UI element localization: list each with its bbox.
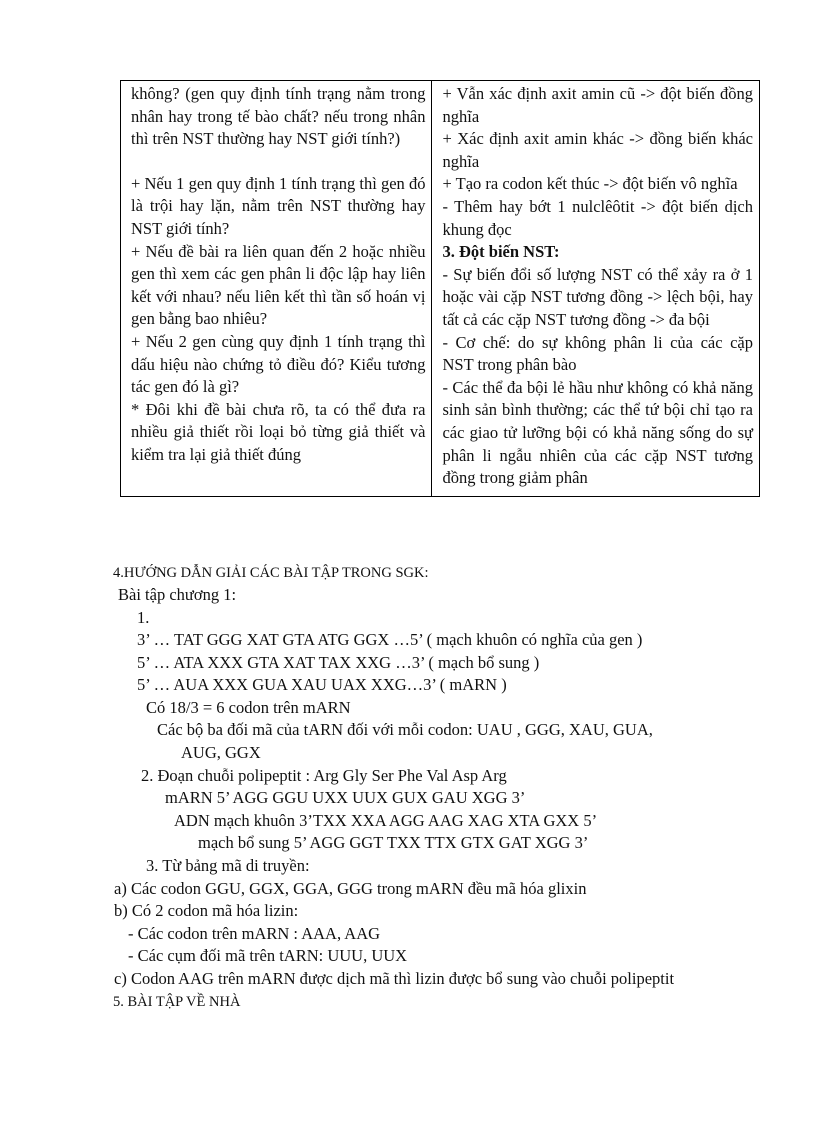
- right-heading: 3. Đột biến NST:: [442, 242, 560, 262]
- answer-line: - Các codon trên mARN : AAA, AAG: [128, 924, 381, 943]
- left-paragraph: * Đôi khi đề bài chưa rõ, ta có thể đưa ra nhiều giả thiết rồi loại bỏ từng giả thiết và kiểm tra lại giả thiết đúng: [131, 399, 426, 464]
- left-paragraph: + Nếu 2 gen cùng quy định 1 tính trạng thì dấu hiệu nào chứng tỏ điều đó? Kiểu tương tác gen đó là gì?: [131, 331, 426, 397]
- polipeptit-line: 2. Đoạn chuỗi polipeptit : Arg Gly Ser Phe Val Asp Arg: [141, 766, 507, 785]
- dna-complement-line: mạch bổ sung 5’ AGG GGT TXX TTX GTX GAT XGG 3’: [198, 833, 589, 852]
- right-paragraph: + Xác định axit amin khác -> đồng biến khác nghĩa: [442, 129, 753, 171]
- chapter-label: Bài tập chương 1:: [118, 585, 237, 604]
- answer-line: AUG, GGX: [181, 743, 261, 762]
- right-cell: [432, 81, 760, 497]
- right-paragraph: - Các thể đa bội lẻ hầu như không có khả năng sinh sản bình thường; các thể tứ bội chỉ tạo ra các giao tử lưỡng bội có khả năng sống do sự phân li ngẫu nhiên của các cặp NST tương đồng trong giảm phân: [442, 377, 753, 488]
- right-paragraph: + Vẫn xác định axit amin cũ -> đột biến đồng nghĩa: [442, 84, 753, 126]
- answer-line: a) Các codon GGU, GGX, GGA, GGG trong mARN đều mã hóa glixin: [114, 879, 587, 898]
- content-table: [120, 80, 760, 497]
- right-paragraph: - Cơ chế: do sự không phân li của các cặp NST trong phân bào: [442, 332, 753, 375]
- left-cell: [121, 81, 432, 497]
- left-paragraph: không? (gen quy định tính trạng nằm trong nhân hay trong tế bào chất? nếu trong nhân thì trên NST thường hay NST giới tính?): [131, 84, 426, 149]
- table-row: [121, 81, 760, 497]
- answer-line: Các bộ ba đối mã của tARN đối với mỗi codon: UAU , GGG, XAU, GUA,: [157, 720, 653, 739]
- right-paragraph: - Sự biến đổi số lượng NST có thể xảy ra ở 1 hoặc vài cặp NST tương đồng -> lệch bội, hay tất cả các cặp NST tương đồng -> đa bội: [442, 264, 753, 329]
- answer-line: - Các cụm đối mã trên tARN: UUU, UUX: [128, 946, 408, 965]
- left-paragraph: + Nếu đề bài ra liên quan đến 2 hoặc nhiều gen thì xem các gen phân li độc lập hay liên kết với nhau? nếu liên kết thì tần số hoán vị gen bằng bao nhiêu?: [131, 241, 426, 329]
- mrna-line: mARN 5’ AGG GGU UXX UUX GUX GAU XGG 3’: [165, 788, 526, 807]
- answer-line: b) Có 2 codon mã hóa lizin:: [114, 901, 299, 920]
- question-line: 3. Từ bảng mã di truyền:: [146, 856, 310, 875]
- homework-heading: 5. BÀI TẬP VỀ NHÀ: [113, 994, 241, 1010]
- answer-line: Có 18/3 = 6 codon trên mARN: [146, 698, 351, 717]
- section-heading: 4.HƯỚNG DẪN GIẢI CÁC BÀI TẬP TRONG SGK:: [113, 565, 429, 581]
- right-paragraph: + Tạo ra codon kết thúc -> đột biến vô nghĩa: [442, 174, 738, 194]
- question-number: 1.: [137, 608, 150, 627]
- sequence-line: 5’ … ATA XXX GTA XAT TAX XXG …3’ ( mạch bổ sung ): [137, 653, 540, 672]
- sequence-line: 3’ … TAT GGG XAT GTA ATG GGX …5’ ( mạch khuôn có nghĩa của gen ): [137, 630, 643, 649]
- answer-line: c) Codon AAG trên mARN được dịch mã thì lizin được bổ sung vào chuỗi polipeptit: [114, 969, 675, 988]
- left-paragraph: + Nếu 1 gen quy định 1 tính trạng thì gen đó là trội hay lặn, nằm trên NST thường hay NST giới tính?: [131, 173, 426, 238]
- right-paragraph: - Thêm hay bớt 1 nulclêôtit -> đột biến dịch khung đọc: [442, 196, 753, 239]
- dna-template-line: ADN mạch khuôn 3’TXX XXA AGG AAG XAG XTA GXX 5’: [174, 811, 598, 830]
- left-spacer: [131, 151, 425, 173]
- sequence-line: 5’ … AUA XXX GUA XAU UAX XXG…3’ ( mARN ): [137, 675, 507, 694]
